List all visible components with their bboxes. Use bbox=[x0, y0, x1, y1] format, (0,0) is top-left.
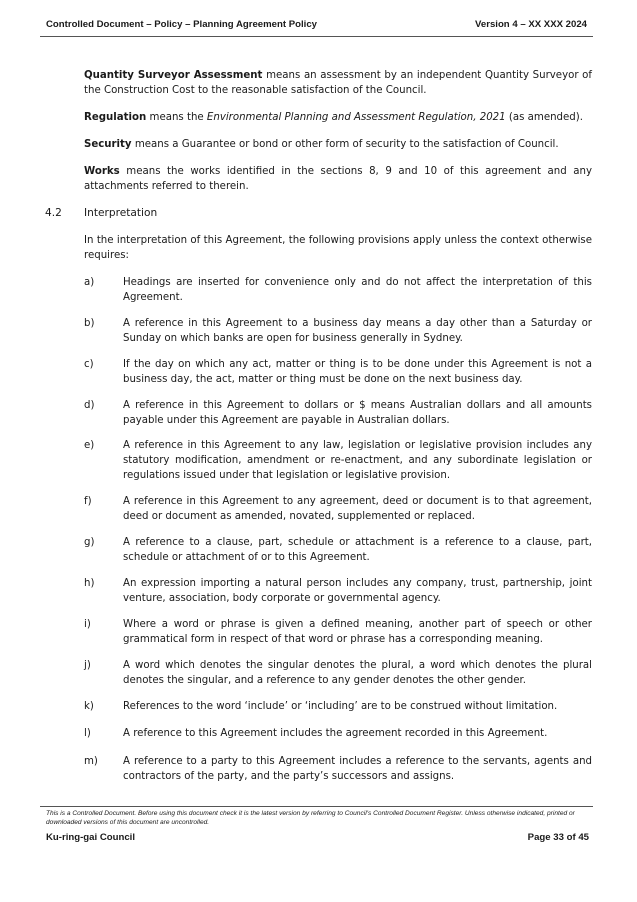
definition-italic-title: Environmental Planning and Assessment Regulation, 2021 bbox=[206, 112, 506, 123]
list-item-label: m) bbox=[84, 756, 98, 767]
list-item-label: a) bbox=[84, 277, 95, 288]
section-title: Interpretation bbox=[84, 207, 158, 219]
definition-text: means a Guarantee or bond or other form of security to the satisfaction of Council. bbox=[131, 139, 559, 150]
document-version: Version 4 – XX XXX 2024 bbox=[475, 19, 587, 30]
definition-term: Quantity Surveyor Assessment bbox=[84, 70, 263, 81]
section-intro: In the interpretation of this Agreement, the following provisions apply unless the context otherwise requires: bbox=[84, 235, 592, 261]
section-number: 4.2 bbox=[45, 207, 62, 219]
list-item-text: References to the word ‘include’ or ‘including’ are to be construed without limitation. bbox=[123, 701, 558, 712]
list-item-label: e) bbox=[84, 440, 95, 451]
definition-term: Regulation bbox=[84, 112, 147, 123]
definition-regulation bbox=[84, 110, 592, 125]
list-item-label: j) bbox=[84, 660, 91, 671]
definition-term: Works bbox=[84, 166, 120, 177]
list-item-label: f) bbox=[84, 496, 92, 507]
controlled-document-disclaimer: This is a Controlled Document. Before using this document check it is the latest version by referring to Council’s Controlled Document Register. Unless otherwise indicated, printed or downloaded versions of this document are uncontrolled. bbox=[46, 810, 575, 826]
list-item-text: A reference in this Agreement to any law, legislation or legislative provision includes any statutory modification, amendment or re-enactment, and any subordinate legislation or regulations issued under that legislation or legislative provision. bbox=[123, 440, 592, 481]
list-item-text: A reference to a clause, part, schedule or attachment is a reference to a clause, part, schedule or attachment of or to this Agreement. bbox=[123, 537, 592, 563]
list-item-label: h) bbox=[84, 578, 95, 589]
list-item-label: l) bbox=[84, 728, 91, 739]
list-item-text: A reference in this Agreement to any agreement, deed or document is to that agreement, deed or document as amended, novated, supplemented or replaced. bbox=[123, 496, 592, 522]
list-item-text: A reference in this Agreement to dollars or $ means Australian dollars and all amounts payable under this Agreement are payable in Australian dollars. bbox=[123, 400, 592, 426]
list-item-text: An expression importing a natural person includes any company, trust, partnership, joint venture, association, body corporate or governmental agency. bbox=[123, 578, 592, 604]
list-item-text: If the day on which any act, matter or thing is to be done under this Agreement is not a business day, the act, matter or thing must be done on the next business day. bbox=[123, 359, 592, 385]
definition-text: means an assessment by an independent Quantity Surveyor of the Construction Cost to the reasonable satisfaction of the Council. bbox=[84, 70, 593, 96]
list-item-label: k) bbox=[84, 701, 94, 712]
list-item-text: A reference to a party to this Agreement includes a reference to the servants, agents and contractors of the party, and the party’s successors and assigns. bbox=[123, 756, 592, 782]
list-item-text: A word which denotes the singular denotes the plural, a word which denotes the plural denotes the singular, and a reference to any gender denotes the other gender. bbox=[123, 660, 592, 686]
definition-text-after: (as amended). bbox=[505, 112, 583, 123]
page-header bbox=[40, 16, 593, 37]
footer-divider bbox=[40, 806, 593, 807]
definition-text: means the bbox=[146, 112, 207, 123]
list-item-text: Headings are inserted for convenience only and do not affect the interpretation of this Agreement. bbox=[123, 277, 592, 303]
council-name: Ku-ring-gai Council bbox=[46, 832, 135, 843]
definition-term: Security bbox=[84, 139, 132, 150]
page-number: Page 33 of 45 bbox=[527, 832, 589, 843]
document-title: Controlled Document – Policy – Planning Agreement Policy bbox=[46, 19, 317, 30]
list-item-label: g) bbox=[84, 537, 95, 548]
definition-text: means the works identified in the sections 8, 9 and 10 of this agreement and any attachments referred to therein. bbox=[84, 166, 592, 192]
list-item-label: d) bbox=[84, 400, 95, 411]
list-item-text: A reference in this Agreement to a business day means a day other than a Saturday or Sunday on which banks are open for business generally in Sydney. bbox=[123, 318, 592, 344]
definition-works bbox=[84, 164, 592, 194]
list-item-text: Where a word or phrase is given a defined meaning, another part of speech or other grammatical form in respect of that word or phrase has a corresponding meaning. bbox=[123, 619, 592, 645]
definition-security bbox=[84, 137, 592, 152]
list-item-label: b) bbox=[84, 318, 95, 329]
list-item-label: c) bbox=[84, 359, 94, 370]
definition-quantity-surveyor-assessment bbox=[84, 68, 592, 98]
list-item-text: A reference to this Agreement includes the agreement recorded in this Agreement. bbox=[123, 728, 548, 739]
list-item-label: i) bbox=[84, 619, 91, 630]
